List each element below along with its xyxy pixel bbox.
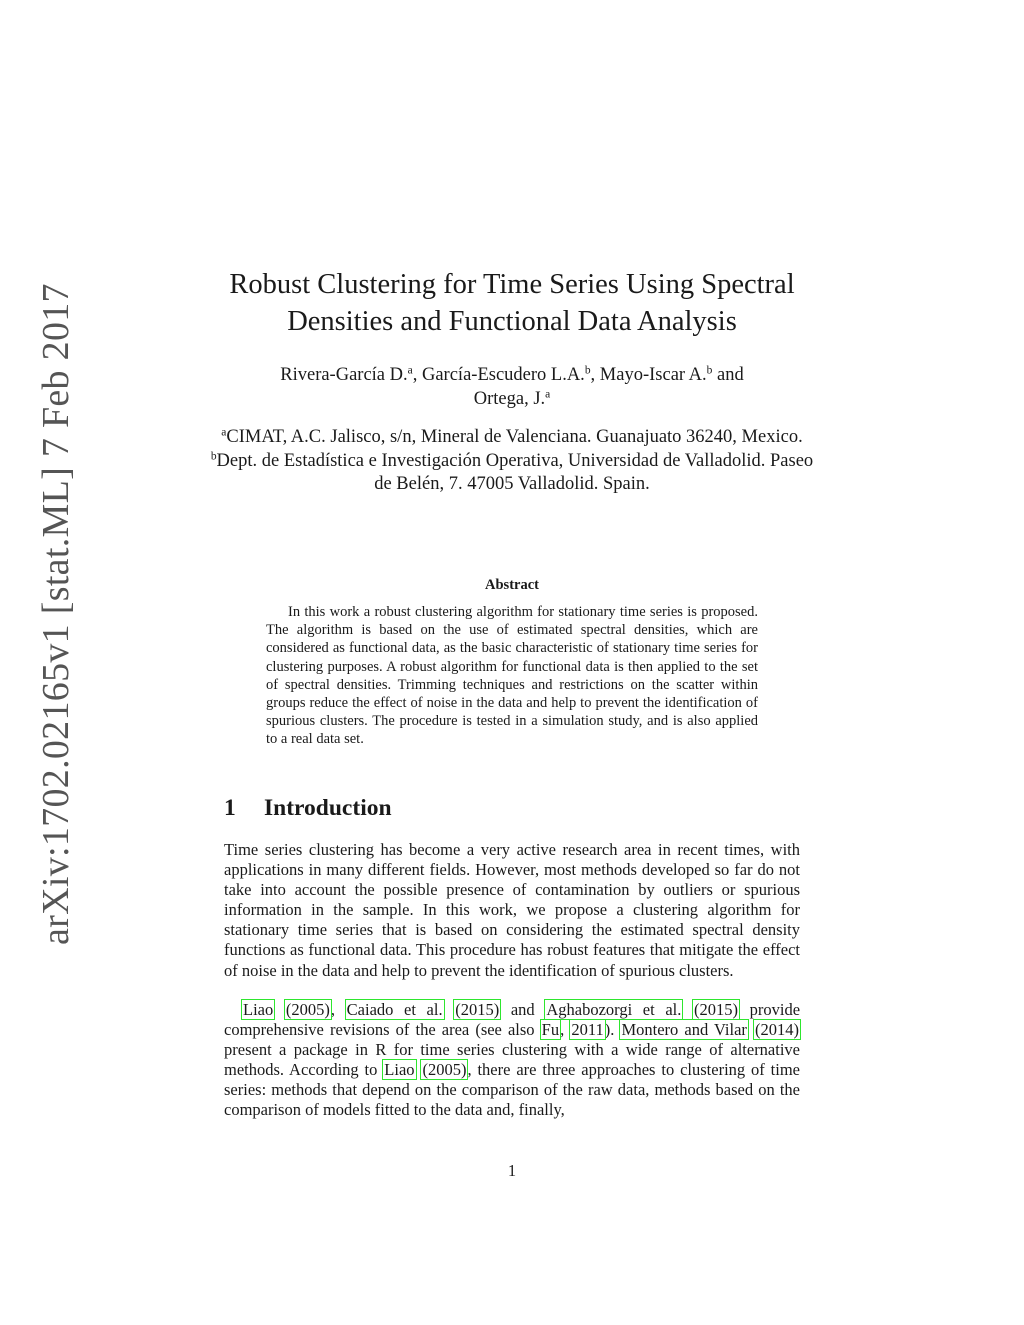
body-text: , <box>560 1020 571 1040</box>
citation-link[interactable]: (2015) <box>694 1000 739 1019</box>
affiliation-text: CIMAT, A.C. Jalisco, s/n, Mineral de Valenciana. Guanajuato 36240, Mexico. <box>226 427 803 447</box>
citation-link[interactable]: Fu <box>541 1020 560 1040</box>
body-text <box>682 1000 693 1019</box>
author-name: , García-Escudero L.A. <box>412 365 585 385</box>
affiliation-mark: b <box>706 364 713 377</box>
citation-link[interactable]: 2011 <box>571 1020 604 1040</box>
author-list <box>200 363 824 411</box>
page-number: 1 <box>507 1161 517 1180</box>
affiliation-mark: a <box>545 388 551 401</box>
author-name: , Mayo-Iscar A. <box>590 365 707 385</box>
abstract-text: In this work a robust clustering algorithm for stationary time series is proposed. The algorithm is based on the use of estimated spectral densities, which are considered as functional data, as the basic characteristic of stationary time series for clustering purposes. A robust algorithm for functional data is then applied to the set of spectral densities. Trimming techniques and restrictions on the scatter within groups reduce the effect of noise in the data and help to prevent the identification of spurious clusters. The procedure is tested in a simulation study, and is also applied to a real data set. <box>266 604 758 748</box>
citation-link[interactable]: (2005) <box>422 1060 467 1080</box>
citation-link[interactable]: (2014) <box>755 1020 800 1040</box>
affiliation-mark: a <box>221 426 227 439</box>
abstract-heading: Abstract <box>485 577 539 593</box>
body-text <box>444 1000 455 1019</box>
body-text: ). <box>604 1020 621 1040</box>
citation-link[interactable]: (2005) <box>285 1000 330 1019</box>
affiliation-text: Dept. de Estadística e Investigación Operativa, Universidad de Valladolid. Paseo de Belén, 7. 47005 Valladolid. Spain. <box>216 450 814 494</box>
affiliation-b <box>200 450 824 497</box>
citation-link[interactable]: Liao <box>384 1060 415 1080</box>
citation-link[interactable]: Aghabozorgi et al. <box>546 1000 682 1019</box>
author-name: Rivera-García D. <box>280 365 408 385</box>
body-text: and <box>500 1000 546 1019</box>
section-title: Introduction <box>264 795 392 821</box>
author-line-1 <box>200 363 824 387</box>
citation-link[interactable]: Caiado et al. <box>346 1000 443 1019</box>
body-text: present a package in R for time series clustering with a wide range of alternative methods. According to <box>224 1040 800 1080</box>
intro-paragraph-1: Time series clustering has become a very active research area in recent times, with applications in many different fields. However, most methods developed so far do not take into account the possible presence of contamination by outliers or spurious information in the sample. In this work, we propose a clustering algorithm for stationary time series that is based on considering the estimated spectral density functions as functional data. This procedure has robust features that mitigate the effect of noise in the data and help to prevent the identification of spurious clusters. <box>224 840 800 980</box>
affiliation-mark: b <box>210 450 217 463</box>
affiliations <box>200 426 824 497</box>
citation-link[interactable]: Montero and Vilar <box>621 1020 747 1040</box>
section-number: 1 <box>224 795 236 821</box>
body-text: , there are three approaches to clustering of time series: methods that depend on the comparison of the raw data, methods based on the comparison of models fitted to the data and, finally, <box>224 1060 801 1120</box>
citation-link[interactable]: (2015) <box>455 1000 500 1019</box>
title-line-2: Densities and Functional Data Analysis <box>287 306 737 337</box>
paper-title <box>180 266 844 340</box>
author-name: Ortega, J. <box>473 389 546 409</box>
author-line-2 <box>200 387 824 411</box>
section-heading <box>224 795 392 822</box>
affiliation-mark: b <box>584 364 591 377</box>
intro-paragraph-2 <box>224 1000 800 1121</box>
body-text: , <box>330 1000 346 1019</box>
body-text <box>274 1000 285 1019</box>
affiliation-a <box>200 426 824 450</box>
author-conjunction: and <box>712 365 744 385</box>
title-line-1: Robust Clustering for Time Series Using Spectral <box>229 269 795 300</box>
citation-link[interactable]: Liao <box>243 1000 274 1019</box>
body-text: provide comprehensive revisions of the area (see also <box>224 1000 801 1040</box>
affiliation-mark: a <box>407 364 413 377</box>
arxiv-stamp: arXiv:1702.02165v1 [stat.ML] 7 Feb 2017 <box>35 283 77 945</box>
